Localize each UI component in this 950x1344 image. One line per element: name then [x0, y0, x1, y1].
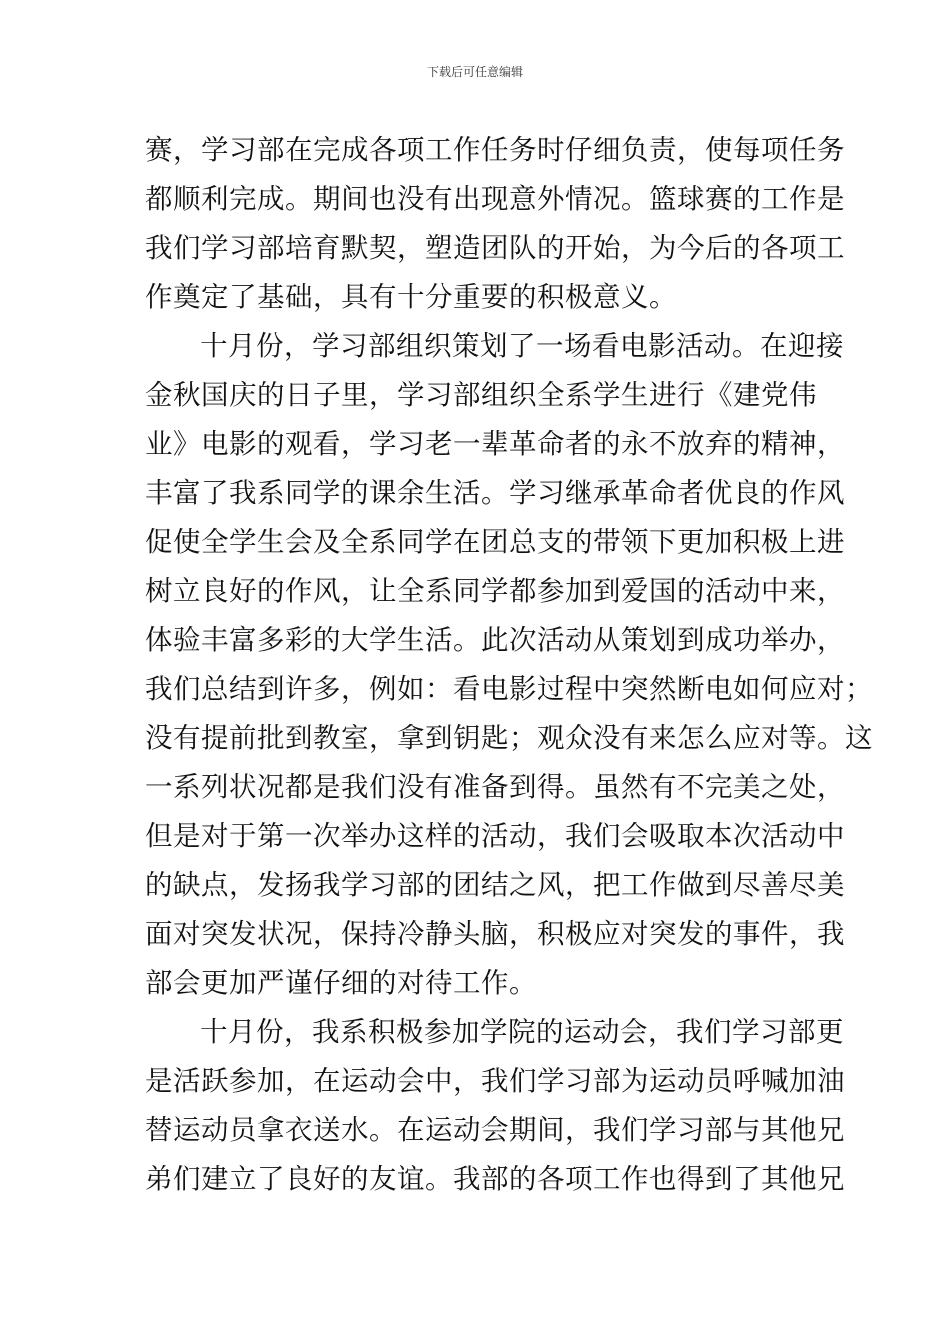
text-line: 丰富了我系同学的课余生活。学习继承革命者优良的作风 — [145, 477, 845, 509]
text-line: 一系列状况都是我们没有准备到得。虽然有不完美之处， — [145, 771, 845, 803]
text-line: 替运动员拿衣送水。在运动会期间，我们学习部与其他兄 — [145, 1114, 845, 1146]
text-line: 促使全学生会及全系同学在团总支的带领下更加积极上进 — [145, 526, 845, 558]
text-line: 是活跃参加，在运动会中，我们学习部为运动员呼喊加油 — [145, 1065, 845, 1097]
text-line: 十月份，学习部组织策划了一场看电影活动。在迎接 — [200, 330, 844, 362]
text-line: 弟们建立了良好的友谊。我部的各项工作也得到了其他兄 — [145, 1163, 845, 1195]
text-line: 的缺点，发扬我学习部的团结之风，把工作做到尽善尽美 — [145, 869, 845, 901]
text-line: 我们学习部培育默契，塑造团队的开始，为今后的各项工 — [145, 232, 845, 264]
text-line: 部会更加严谨仔细的对待工作。 — [145, 967, 537, 999]
paragraph-2 — [145, 322, 873, 1008]
text-line: 但是对于第一次举办这样的活动，我们会吸取本次活动中 — [145, 820, 845, 852]
text-line: 赛，学习部在完成各项工作任务时仔细负责，使每项任务 — [145, 134, 845, 166]
text-line: 树立良好的作风，让全系同学都参加到爱国的活动中来， — [145, 575, 845, 607]
text-line: 面对突发状况，保持冷静头脑，积极应对突发的事件，我 — [145, 918, 845, 950]
text-line: 没有提前批到教室，拿到钥匙；观众没有来怎么应对等。这 — [145, 722, 873, 754]
body-text — [145, 126, 873, 1204]
paragraph-1 — [145, 126, 845, 322]
text-line: 都顺利完成。期间也没有出现意外情况。篮球赛的工作是 — [145, 183, 845, 215]
page-header: 下载后可任意编辑 — [426, 65, 523, 79]
text-line: 我们总结到许多，例如：看电影过程中突然断电如何应对； — [145, 673, 873, 705]
text-line: 十月份，我系积极参加学院的运动会，我们学习部更 — [200, 1016, 844, 1048]
text-line: 金秋国庆的日子里，学习部组织全系学生进行《建党伟 — [145, 379, 817, 411]
text-line: 业》电影的观看，学习老一辈革命者的永不放弃的精神， — [145, 428, 845, 460]
paragraph-3 — [145, 1008, 845, 1204]
text-line: 作奠定了基础，具有十分重要的积极意义。 — [145, 281, 677, 313]
text-line: 体验丰富多彩的大学生活。此次活动从策划到成功举办， — [145, 624, 845, 656]
